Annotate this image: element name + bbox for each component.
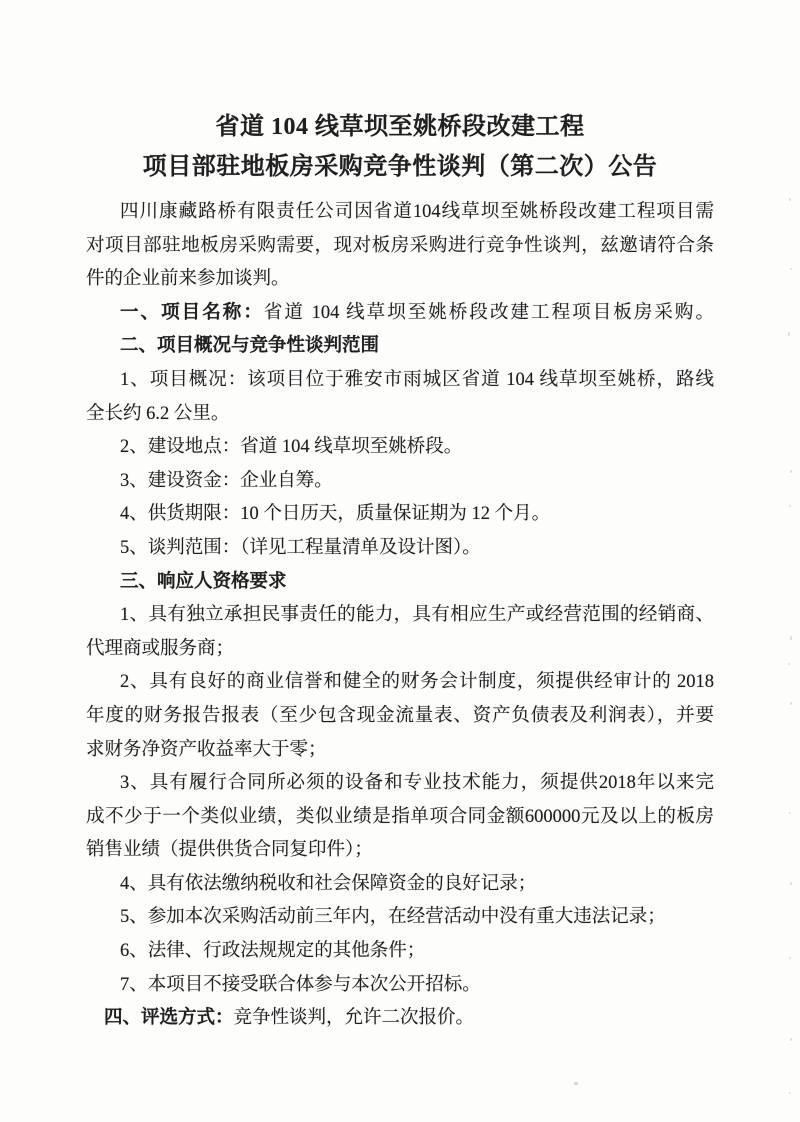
text-line [86, 901, 714, 935]
text-segment: 销售业绩（提供供货合同复印件）； [86, 840, 373, 861]
text-segment: 代理商或服务商； [86, 638, 235, 659]
text-line [86, 230, 714, 264]
text-line [86, 935, 714, 969]
text-line [86, 297, 714, 331]
text-line [86, 263, 714, 297]
text-line [86, 969, 714, 1003]
text-segment: 件的企业前来参加谈判。 [86, 269, 290, 290]
scan-speck [789, 1092, 791, 1094]
scan-speck [574, 1082, 578, 1085]
text-line [86, 599, 714, 633]
text-line [86, 364, 714, 398]
text-segment: 4、供货期限：10 个日历天，质量保证期为 12 个月。 [120, 504, 551, 525]
text-line [86, 834, 714, 868]
text-segment: 5、参加本次采购活动前三年内，在经营活动中没有重大违法记录； [120, 907, 666, 928]
scan-speck [790, 1038, 792, 1041]
text-segment: 1、项目概况：该项目位于雅安市雨城区省道 104 线草坝至姚桥，路线 [120, 369, 714, 390]
text-segment: 竞争性谈判，允许二次报价。 [233, 1008, 475, 1029]
text-line [86, 398, 714, 432]
document-title-line-1: 省道 104 线草坝至姚桥段改建工程 [215, 114, 585, 140]
text-line [86, 734, 714, 768]
text-segment: 3、具有履行合同所必须的设备和专业技术能力，须提供2018年以来完 [120, 773, 714, 794]
text-segment: 对项目部驻地板房采购需要，现对板房采购进行竞争性谈判，兹邀请符合条 [86, 235, 714, 256]
document-title [86, 0, 714, 187]
text-line [86, 868, 714, 902]
document-content [86, 0, 714, 1036]
scan-speck [788, 663, 790, 665]
text-line [86, 498, 714, 532]
text-segment: 省道 104 线草坝至姚桥段改建工程项目板房采购。 [263, 302, 714, 323]
text-segment: 1、具有独立承担民事责任的能力，具有相应生产或经营范围的经销商、 [120, 605, 714, 626]
text-segment: 二、项目概况与竞争性谈判范围 [120, 336, 380, 357]
text-line [86, 532, 714, 566]
text-line [86, 431, 714, 465]
text-segment: 四川康藏路桥有限责任公司因省道104线草坝至姚桥段改建工程项目需 [120, 202, 714, 222]
text-segment: 年度的财务报告报表（至少包含现金流量表、资产负债表及利润表），并要 [86, 705, 714, 726]
text-line [86, 1002, 714, 1036]
scan-speck [790, 882, 792, 885]
scan-speck [790, 702, 792, 705]
text-line [86, 330, 714, 364]
scan-speck [790, 470, 792, 473]
text-line [86, 633, 714, 667]
text-segment: 三、响应人资格要求 [120, 571, 287, 592]
text-segment: 2、建设地点：省道 104 线草坝至姚桥段。 [120, 437, 463, 458]
text-segment: 全长约 6.2 公里。 [86, 403, 230, 424]
document-title-line-2: 项目部驻地板房采购竞争性谈判（第二次）公告 [142, 154, 658, 180]
text-segment: 一、项目名称： [120, 302, 264, 323]
text-line [86, 465, 714, 499]
text-line [86, 566, 714, 600]
scan-speck [789, 957, 791, 959]
document-body [86, 196, 714, 1036]
scan-speck [790, 268, 792, 270]
text-line [86, 666, 714, 700]
text-segment: 四、评选方式： [104, 1008, 234, 1029]
text-segment: 2、具有良好的商业信誉和健全的财务会计制度，须提供经审计的 2018 [120, 672, 714, 693]
text-segment: 3、建设资金：企业自筹。 [120, 470, 333, 491]
text-segment: 4、具有依法缴纳税收和社会保障资金的良好记录； [120, 873, 537, 894]
text-segment: 6、法律、行政法规规定的其他条件； [120, 941, 426, 962]
text-line [86, 700, 714, 734]
text-segment: 7、本项目不接受联合体参与本次公开招标。 [120, 974, 481, 995]
text-segment: 5、谈判范围：（详见工程量清单及设计图）。 [120, 537, 481, 558]
text-line [86, 196, 714, 230]
scan-speck [789, 812, 791, 814]
scan-speck [789, 198, 791, 201]
text-segment: 求财务净资产收益率大于零； [86, 739, 327, 760]
text-segment: 成不少于一个类似业绩，类似业绩是指单项合同金额600000元及以上的板房 [86, 806, 714, 827]
text-line [86, 767, 714, 801]
scan-speck [789, 505, 791, 507]
scan-speck [788, 332, 790, 336]
scan-speck [790, 636, 792, 640]
text-line [86, 801, 714, 835]
